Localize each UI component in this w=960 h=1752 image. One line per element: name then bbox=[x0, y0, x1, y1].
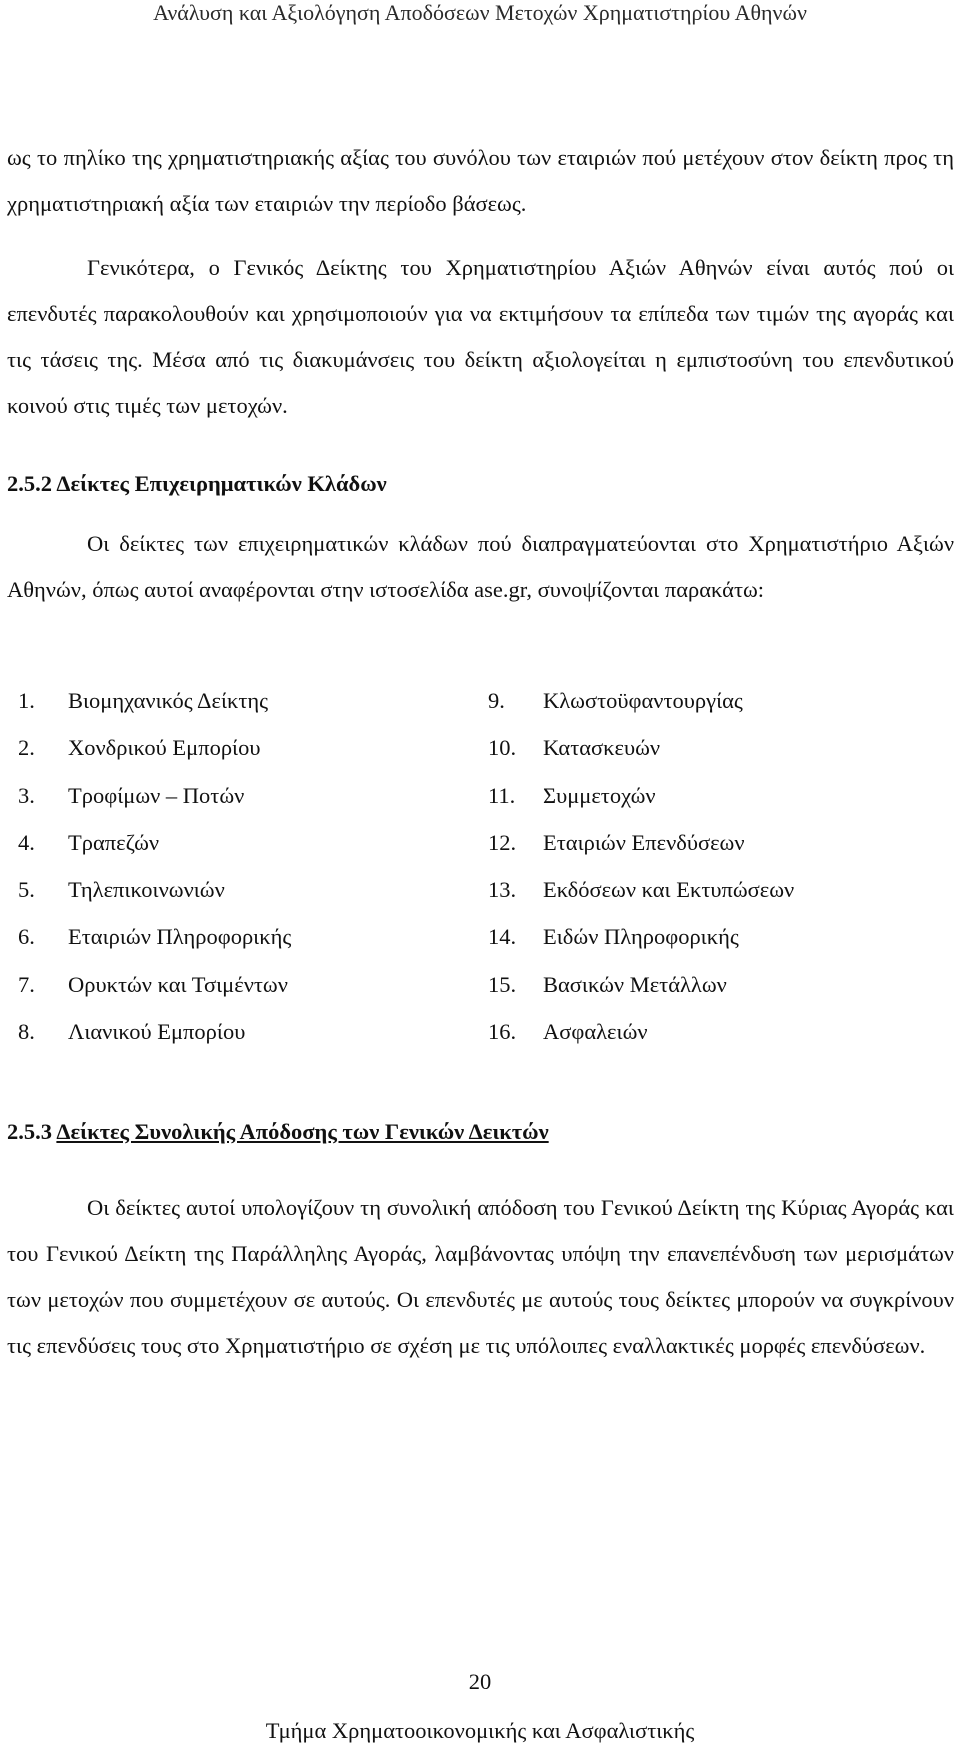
list-item-number: 2. bbox=[18, 735, 35, 761]
list-item-label: Εκδόσεων και Εκτυπώσεων bbox=[543, 877, 795, 903]
paragraph-general-index: Γενικότερα, ο Γενικός Δείκτης του Χρηματιστηρίου Αξιών Αθηνών είναι αυτός πού οι επενδυτές παρακολουθούν και χρησιμοποιούν για να εκτιμήσουν τα επίπεδα των τιμών της αγοράς και τις τάσεις της. Μέσα από τις διακυμάνσεις του δείκτη αξιολογείται η εμπιστοσύνη του επενδυτικού κοινού στις τιμές των μετοχών. bbox=[7, 255, 954, 418]
list-item-number: 1. bbox=[18, 688, 35, 713]
list-item-number: 7. bbox=[18, 971, 35, 997]
list-item-label: Εταιριών Πληροφορικής bbox=[68, 924, 292, 950]
list-item bbox=[488, 772, 794, 819]
list-item-number: 15. bbox=[488, 971, 517, 997]
list-item-label: Ορυκτών και Τσιμέντων bbox=[68, 971, 288, 997]
paragraph-continuation: ως το πηλίκο της χρηματιστηριακής αξίας του συνόλου των εταιριών πού μετέχουν στον δείκτη προς τη χρηματιστηριακή αξία των εταιριών την περίοδο βάσεως. bbox=[7, 145, 954, 216]
list-item-label: Κατασκευών bbox=[543, 735, 661, 761]
running-footer: Τμήμα Χρηματοοικονομικής και Ασφαλιστικής bbox=[265, 1718, 695, 1743]
list-item-number: 6. bbox=[18, 924, 35, 950]
paragraph-sector-intro: Οι δείκτες των επιχειρηματικών κλάδων πού διαπραγματεύονται στο Χρηματιστήριο Αξιών Αθηνών, όπως αυτοί αναφέρονται στην ιστοσελίδα ase.gr, συνοψίζονται παρακάτω: bbox=[7, 531, 954, 602]
section-number: 2.5.2 bbox=[7, 471, 52, 496]
list-item bbox=[18, 913, 291, 960]
list-item-label: Συμμετοχών bbox=[543, 782, 656, 808]
list-item bbox=[18, 724, 291, 771]
paragraph-total-return: Οι δείκτες αυτοί υπολογίζουν τη συνολική απόδοση του Γενικού Δείκτη της Κύριας Αγοράς και του Γενικού Δείκτη της Παράλληλης Αγοράς, λαμβάνοντας υπόψη την επανεπένδυση των μερισμάτων των μετοχών που συμμετέχουν σε αυτούς. Οι επενδυτές με αυτούς τους δείκτες μπορούν να συγκρίνουν τις επενδύσεις τους στο Χρηματιστήριο σε σχέση με τις υπόλοιπες εναλλακτικές μορφές επενδύσεων. bbox=[7, 1195, 954, 1358]
list-item bbox=[18, 961, 291, 1008]
list-item bbox=[488, 913, 794, 960]
list-item bbox=[18, 819, 291, 866]
list-item bbox=[488, 819, 794, 866]
list-item-label: Ασφαλειών bbox=[543, 1019, 648, 1045]
sector-list-left bbox=[18, 677, 291, 1055]
list-item bbox=[488, 866, 794, 913]
list-item-number: 10. bbox=[488, 735, 517, 761]
list-item-label: Ειδών Πληροφορικής bbox=[543, 924, 739, 950]
list-item bbox=[18, 1008, 291, 1055]
section-heading-total-return-indices bbox=[7, 1117, 549, 1147]
running-header: Ανάλυση και Αξιολόγηση Αποδόσεων Μετοχών Χρηματιστηρίου Αθηνών bbox=[153, 0, 807, 25]
list-item-label: Βιομηχανικός Δείκτης bbox=[68, 688, 269, 713]
page-number: 20 bbox=[468, 1669, 492, 1694]
sector-list-right bbox=[488, 677, 794, 1055]
section-title: Δείκτες Επιχειρηματικών Κλάδων bbox=[56, 471, 387, 496]
section-number: 2.5.3 bbox=[7, 1119, 52, 1144]
list-item-number: 16. bbox=[488, 1019, 517, 1045]
list-item-number: 12. bbox=[488, 829, 517, 855]
list-item-label: Εταιριών Επενδύσεων bbox=[543, 829, 745, 855]
list-item-label: Τραπεζών bbox=[68, 829, 160, 855]
list-item bbox=[18, 772, 291, 819]
list-item-label: Τροφίμων – Ποτών bbox=[68, 782, 245, 808]
list-item bbox=[488, 724, 794, 771]
list-item bbox=[18, 677, 291, 724]
list-item-label: Βασικών Μετάλλων bbox=[543, 971, 727, 997]
list-item-label: Λιανικού Εμπορίου bbox=[68, 1019, 246, 1045]
list-item-number: 8. bbox=[18, 1019, 35, 1045]
list-item-label: Τηλεπικοινωνιών bbox=[68, 877, 225, 903]
list-item-number: 11. bbox=[488, 782, 516, 808]
section-heading-sector-indices bbox=[7, 469, 387, 499]
list-item-number: 5. bbox=[18, 877, 35, 903]
list-item-number: 14. bbox=[488, 924, 517, 950]
list-item bbox=[488, 677, 794, 724]
list-item-number: 4. bbox=[18, 829, 35, 855]
list-item bbox=[18, 866, 291, 913]
list-item-label: Κλωστοϋφαντουργίας bbox=[543, 688, 743, 713]
list-item-number: 9. bbox=[488, 688, 505, 713]
section-title: Δείκτες Συνολικής Απόδοσης των Γενικών Δεικτών bbox=[56, 1119, 549, 1144]
list-item-label: Χονδρικού Εμπορίου bbox=[68, 735, 261, 761]
list-item bbox=[488, 1008, 794, 1055]
list-item bbox=[488, 961, 794, 1008]
list-item-number: 13. bbox=[488, 877, 517, 903]
list-item-number: 3. bbox=[18, 782, 35, 808]
